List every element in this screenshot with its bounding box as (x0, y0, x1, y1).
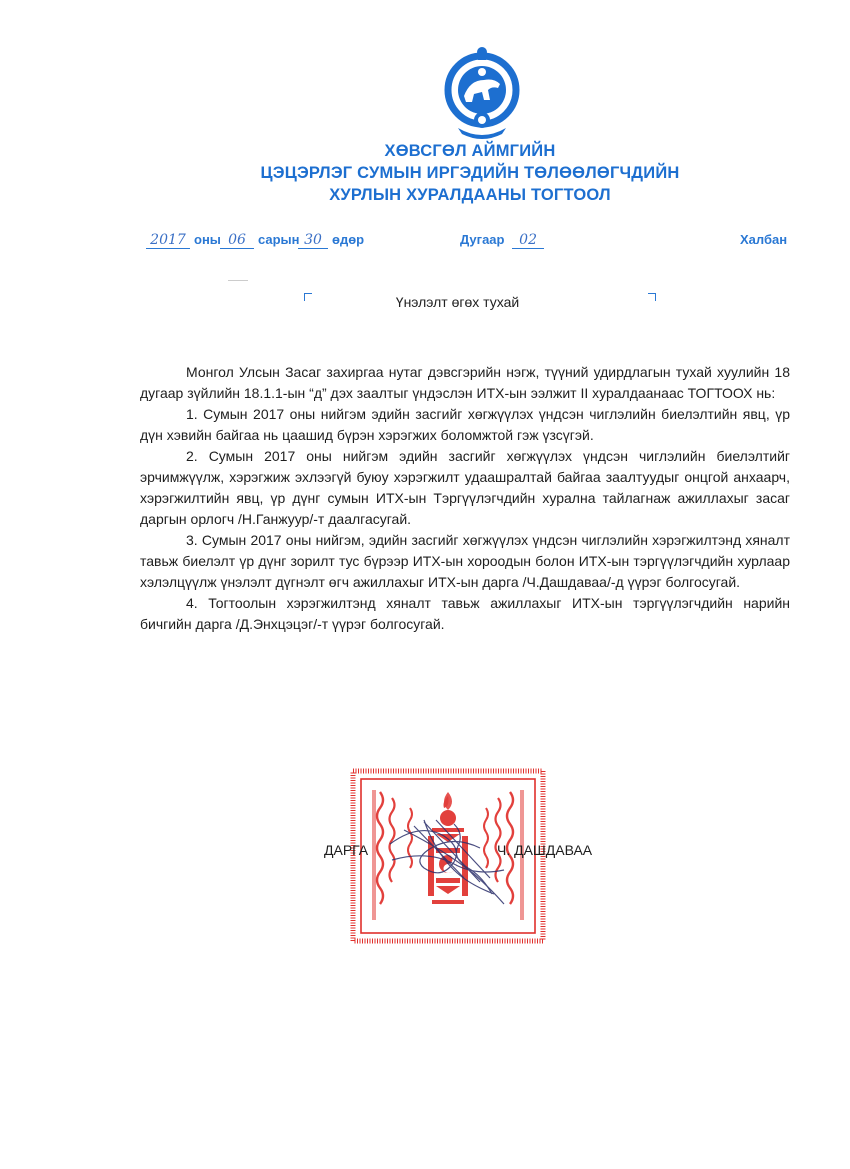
place-name: Халбан (740, 232, 788, 247)
date-month (220, 232, 300, 249)
month-suffix: сарын (258, 232, 300, 247)
title-line-1: ХӨВСГӨЛ АЙМГИЙН (384, 142, 556, 160)
document-title (0, 140, 850, 206)
signatory-name: Ч. ДАШДАВАА (497, 842, 593, 858)
signatory-title: ДАРГА (324, 842, 369, 858)
resolution-item-4: 4. Тогтоолын хэрэгжилтэнд хяналт тавьж ажиллахыг ИТХ-ын тэргүүлэгчдийн нарийн бичгийн дарга /Д.Энхцэцэг/-т үүрэг болгосугай. (140, 595, 790, 632)
preamble-paragraph: Монгол Улсын Засаг захиргаа нутаг дэвсгэрийн нэгж, түүний удирдлагын тухай хуулийн 18 дугаар зүйлийн 18.1.1-ын “д” дэх заалтыг үндэслэн ИТХ-ын ээлжит II хуралдаанаас ТОГТООХ нь: (140, 364, 790, 401)
faint-mark (228, 280, 248, 281)
date-year (146, 232, 221, 249)
number-value: 02 (512, 232, 544, 249)
number-label: Дугаар (460, 232, 505, 247)
title-line-3: ХУРЛЫН ХУРАЛДААНЫ ТОГТООЛ (329, 186, 611, 204)
resolution-item-3: 3. Сумын 2017 оны нийгэм, эдийн засгийг хөгжүүлэх үндсэн чиглэлийн хэрэгжилтэнд хяналт тавьж биелэлт үр дүнг зорилт тус бүрээр ИТХ-ын хороодын болон ИТХ-ын тэргүүлэгчдийн хурлаар хэлэлцүүлж үнэлэлт дүгнэлт өгч ажиллахыг ИТХ-ын дарга /Ч.Дашдаваа/-д үүрэг болгосугай. (140, 532, 790, 590)
document-body (140, 362, 790, 635)
day-suffix: өдөр (332, 232, 365, 247)
date-line (146, 232, 796, 254)
year-suffix: оны (194, 232, 221, 247)
resolution-item-1: 1. Сумын 2017 оны нийгэм эдийн засгийг хөгжүүлэх үндсэн чиглэлийн биелэлтийн явц, үр дүн хэвийн байгаа нь цаашид бүрэн хэрэгжих боломжтой гэж үзсүгэй. (140, 406, 790, 443)
year-value: 2017 (146, 232, 190, 249)
date-day (298, 232, 364, 249)
month-value: 06 (220, 232, 254, 249)
document-number (460, 232, 544, 249)
document-subject: Үнэлэлт өгөх тухай (395, 294, 520, 310)
day-value: 30 (298, 232, 328, 249)
title-line-2: ЦЭЦЭРЛЭГ СУМЫН ИРГЭДИЙН ТӨЛӨӨЛӨГЧДИЙН (260, 164, 680, 182)
resolution-item-2: 2. Сумын 2017 оны нийгэм эдийн засгийг хөгжүүлэх үндсэн чиглэлийн биелэлтийг эрчимжүүлж, хэрэгжиж эхлээгүй буюу хэрэгжилт удаашралтай байгаа заалтуудыг онцгой анхаарч, хэрэгжилтийн явц, үр дүнг сумын ИТХ-ын Тэргүүлэгчдийн хурална тайлагнаж ажиллахыг засаг даргын орлогч /Н.Ганжуур/-т даалгасугай. (140, 448, 790, 527)
mongolia-state-emblem-icon (440, 44, 524, 140)
